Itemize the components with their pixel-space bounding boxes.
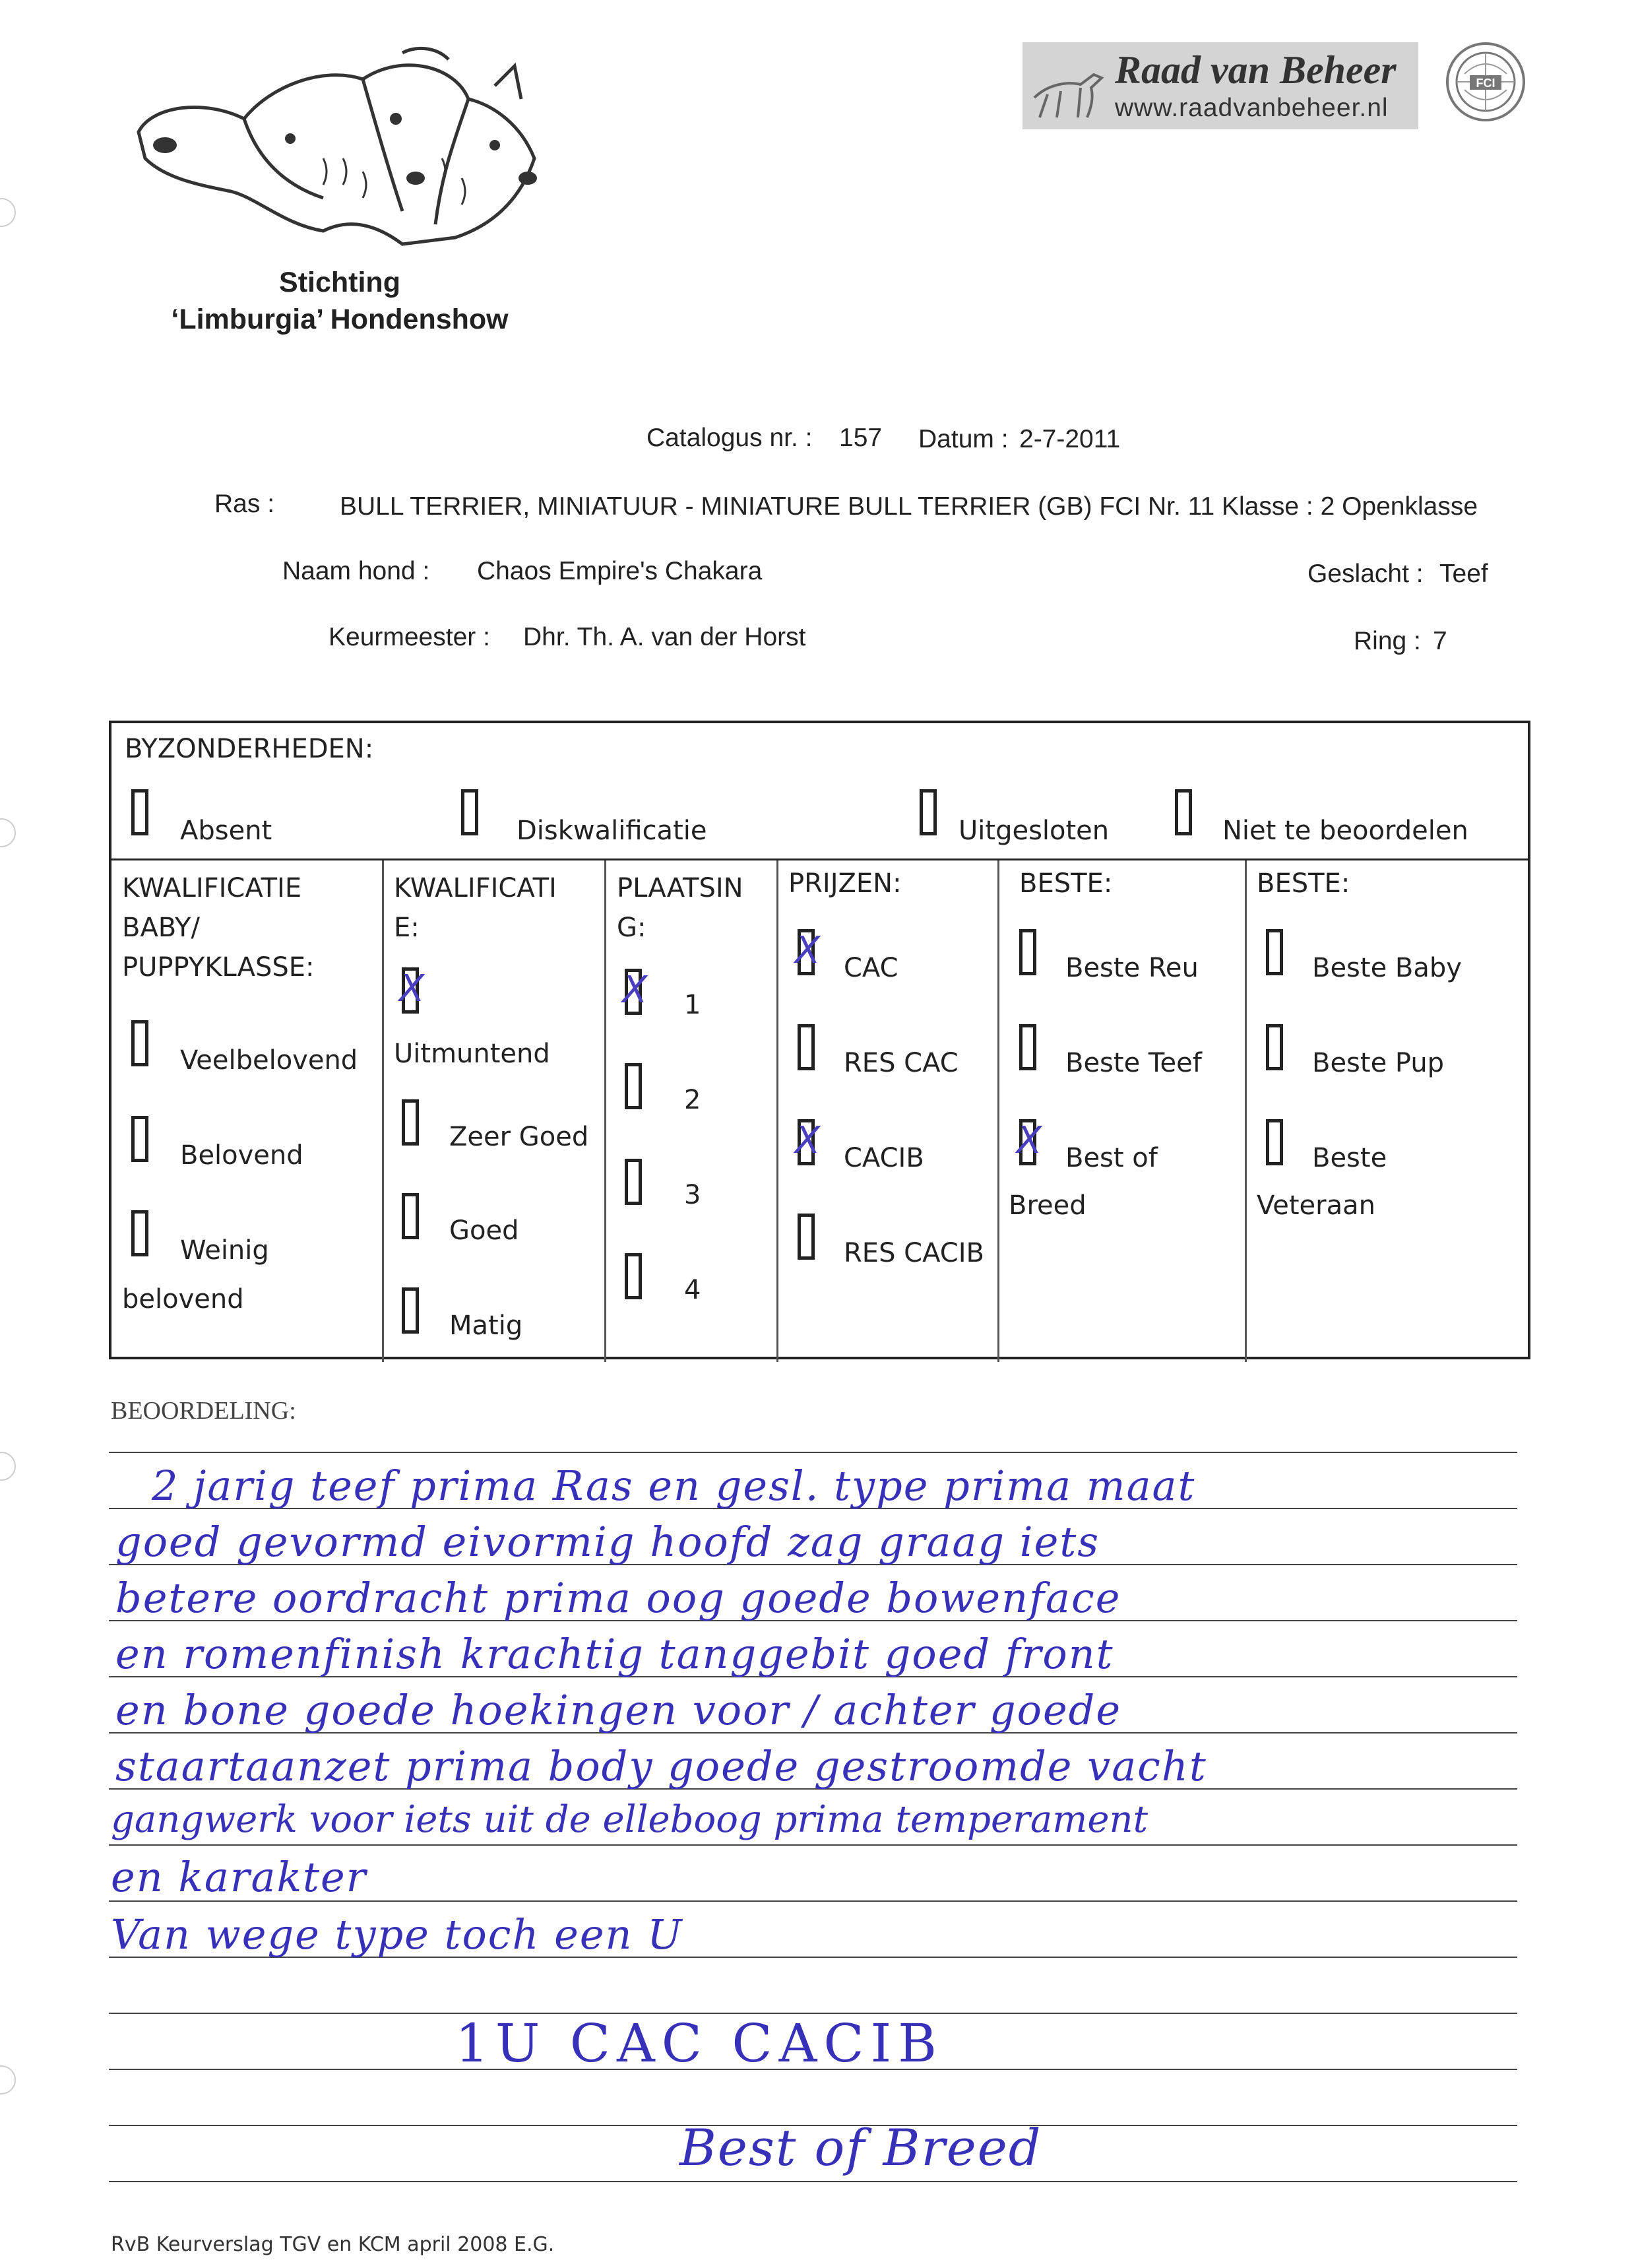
ring-label: Ring : [1354,627,1421,655]
col-divider-4 [997,860,999,1362]
label-plaatsing-4: 4 [684,1275,701,1305]
checkbox-absent[interactable] [131,789,148,835]
col5-heading: BESTE: [1019,868,1113,899]
check-mark-cacib: X [795,1119,821,1162]
checkbox-plaatsing-2[interactable] [625,1063,642,1109]
checkbox-uitgesloten[interactable] [920,789,937,835]
checkbox-zeer-goed[interactable] [402,1099,419,1146]
org-line1: Stichting [279,267,400,298]
fci-seal [1445,41,1526,123]
label-matig: Matig [449,1311,523,1341]
dogs-logo [125,26,554,264]
label-beste-pup: Beste Pup [1312,1048,1445,1078]
checkbox-niet-te-beoordelen[interactable] [1175,789,1192,835]
keurmeester-label: Keurmeester : [329,623,490,651]
check-mark-cac: X [795,929,821,972]
label-best-of: Best of [1065,1143,1158,1173]
binder-hole [0,198,16,227]
checkbox-beste-reu[interactable] [1019,929,1036,975]
org-line2: ‘Limburgia’ Hondenshow [171,304,509,335]
checkbox-veelbelovend[interactable] [131,1020,148,1066]
greyhound-icon [1028,51,1107,121]
label-beste: Beste [1312,1143,1387,1173]
org-name [125,264,554,338]
col2-heading-line2: E: [394,913,420,943]
fci-text: FCI [1476,77,1495,90]
col3-heading-line1: PLAATSIN [617,873,743,903]
label-belovend: Belovend [180,1140,303,1171]
handwritten-line-9: Van wege type toch een U [111,1910,683,1959]
checkbox-belovend[interactable] [131,1116,148,1162]
col1-heading [122,868,315,987]
label-plaatsing-1: 1 [684,990,701,1020]
datum-label: Datum : [918,425,1009,453]
checkbox-beste-veteraan[interactable] [1266,1119,1283,1165]
col3-heading [617,868,743,948]
checkbox-beste-baby[interactable] [1266,929,1283,975]
label-uitgesloten: Uitgesloten [959,816,1110,846]
col1-heading-line2: BABY/ [122,913,200,943]
col1-heading-line1: KWALIFICATIE [122,873,302,903]
ring-value: 7 [1433,627,1447,655]
label-absent: Absent [180,816,272,846]
handwritten-line-6: staartaanzet prima body goede gestroomde vacht [115,1742,1207,1790]
label-weinig: Weinig [180,1235,269,1266]
col6-heading: BESTE: [1257,868,1350,899]
label-res-cac: RES CAC [844,1048,959,1078]
catalogus-label: Catalogus nr. : [646,424,813,452]
datum-value: 2-7-2011 [1019,425,1121,453]
catalogus-value: 157 [839,424,883,452]
label-diskwalificatie: Diskwalificatie [517,816,707,846]
row-divider [111,859,1528,860]
footer-note: RvB Keurverslag TGV en KCM april 2008 E.G. [111,2233,555,2256]
check-mark-uitmuntend: X [399,967,425,1010]
checkbox-matig[interactable] [402,1287,419,1334]
checkbox-plaatsing-3[interactable] [625,1159,642,1205]
label-belovend-2: belovend [122,1284,244,1314]
ruled-line [109,1452,1517,1453]
checkbox-beste-pup[interactable] [1266,1024,1283,1070]
handwritten-line-10: 1U CAC CACIB [455,2013,943,2074]
label-veelbelovend: Veelbelovend [180,1045,358,1076]
col-divider-1 [382,860,384,1362]
check-mark-plaatsing-1: X [622,969,648,1012]
judging-form [109,721,1530,1359]
geslacht-label: Geslacht : [1307,560,1424,588]
ras-label: Ras : [214,490,275,518]
beoordeling-label: BEOORDELING: [111,1397,296,1425]
label-niet-te-beoordelen: Niet te beoordelen [1222,816,1468,846]
label-zeer-goed: Zeer Goed [449,1122,589,1152]
handwritten-line-8: en karakter [111,1853,367,1901]
geslacht-value: Teef [1439,560,1488,588]
label-goed: Goed [449,1215,519,1246]
checkbox-goed[interactable] [402,1193,419,1239]
handwritten-line-5: en bone goede hoekingen voor / achter goede [115,1686,1122,1734]
ruled-line [109,2181,1517,2182]
check-mark-best-of-breed: X [1017,1119,1042,1162]
label-beste-teef: Beste Teef [1065,1048,1202,1078]
naam-label: Naam hond : [282,557,430,585]
rvb-title: Raad van Beheer [1115,48,1397,92]
label-cac: CAC [844,953,898,983]
rvb-logo [1022,42,1418,129]
binder-hole [0,818,16,847]
col-divider-5 [1245,860,1247,1362]
col4-heading: PRIJZEN: [788,868,902,899]
label-uitmuntend: Uitmuntend [394,1039,550,1069]
label-cacib: CACIB [844,1143,924,1173]
label-breed: Breed [1009,1190,1086,1221]
col-divider-3 [776,860,778,1362]
label-veteraan: Veteraan [1257,1190,1375,1221]
checkbox-diskwalificatie[interactable] [461,789,478,835]
col2-heading-line1: KWALIFICATI [394,873,557,903]
byzonderheden-title: BYZONDERHEDEN: [125,734,374,764]
ras-value: BULL TERRIER, MINIATUUR - MINIATURE BULL TERRIER (GB) FCI Nr. 11 Klasse : 2 Openklasse [340,492,1478,521]
col2-heading [394,868,557,948]
col3-heading-line2: G: [617,913,646,943]
checkbox-beste-teef[interactable] [1019,1024,1036,1070]
binder-hole [0,1452,16,1481]
handwritten-line-7: gangwerk voor iets uit de elleboog prima temperament [111,1798,1148,1841]
col-divider-2 [604,860,606,1362]
checkbox-weinig-belovend[interactable] [131,1210,148,1256]
label-plaatsing-3: 3 [684,1180,701,1210]
handwritten-line-3: betere oordracht prima oog goede bowenface [115,1574,1121,1622]
label-plaatsing-2: 2 [684,1085,701,1115]
rvb-url: www.raadvanbeheer.nl [1115,94,1389,122]
checkbox-plaatsing-4[interactable] [625,1253,642,1299]
label-beste-reu: Beste Reu [1065,953,1199,983]
label-beste-baby: Beste Baby [1312,953,1462,983]
ruled-line [109,1844,1517,1846]
handwritten-line-4: en romenfinish krachtig tanggebit goed front [115,1630,1114,1678]
checkbox-res-cac[interactable] [798,1024,815,1070]
naam-value: Chaos Empire's Chakara [477,557,763,585]
binder-hole [0,2065,16,2094]
keurmeester-value: Dhr. Th. A. van der Horst [523,623,806,651]
label-res-cacib: RES CACIB [844,1238,984,1268]
col1-heading-line3: PUPPYKLASSE: [122,952,315,983]
handwritten-line-1: 2 jarig teef prima Ras en gesl. type prima maat [152,1462,1196,1510]
checkbox-res-cacib[interactable] [798,1214,815,1260]
handwritten-line-11: Best of Breed [679,2118,1042,2177]
handwritten-line-2: goed gevormd eivormig hoofd zag graag iets [115,1518,1100,1566]
